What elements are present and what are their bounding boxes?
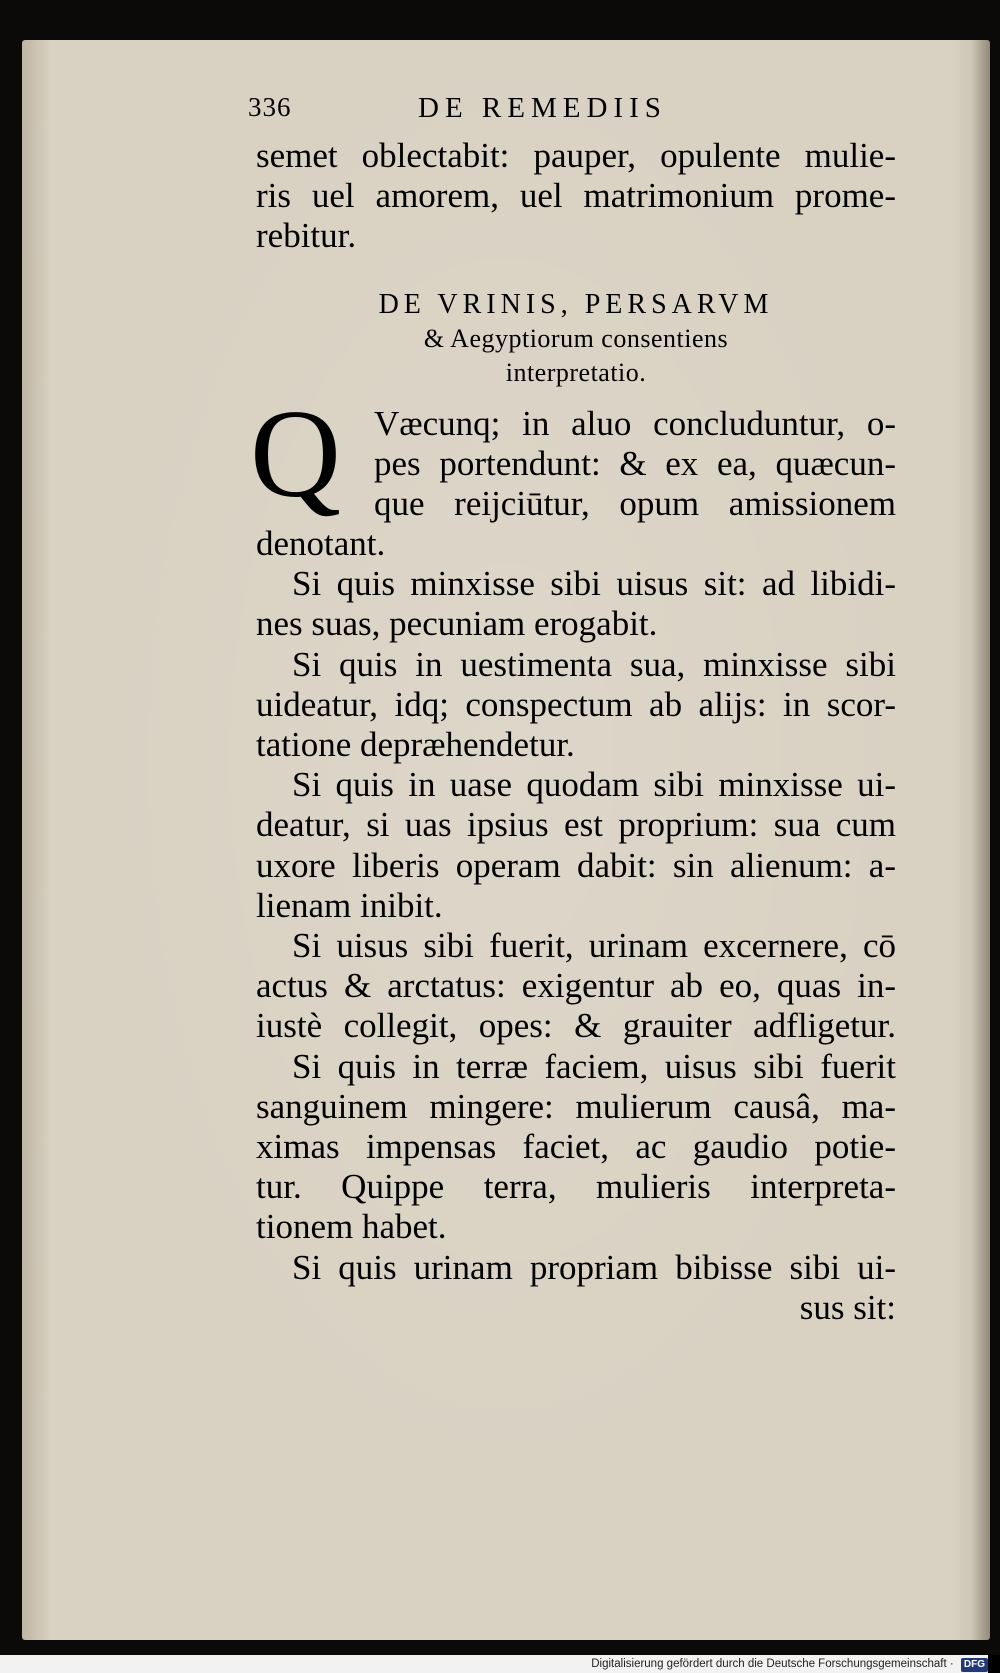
drop-cap: Q (250, 385, 341, 524)
text-line: pes portendunt: & ex ea, quæcun- (374, 444, 896, 484)
text-line: Si quis in uestimenta sua, minxisse sibi (292, 644, 896, 684)
running-title: DE REMEDIIS (418, 92, 667, 124)
text-line: nes suas, pecuniam erogabit. (256, 604, 658, 644)
footer-text: Digitalisierung gefördert durch die Deutsche Forschungsgemeinschaft · (591, 1658, 954, 1670)
text-line: iustè collegit, opes: & grauiter adfligetur. (256, 1006, 896, 1046)
text-line: uxore liberis operam dabit: sin alienum: a- (256, 845, 896, 885)
gutter-shadow (972, 40, 990, 1640)
section-title-line: DE VRINIS, PERSARVM (378, 289, 774, 320)
text-line: que reijciūtur, opum amissionem (374, 484, 896, 524)
text-line: Si uisus sibi fuerit, urinam excernere, cō (292, 926, 896, 966)
section-title-line: & Aegyptiorum consentiens (423, 324, 729, 353)
dfg-logo: DFG (961, 1658, 988, 1672)
text-line: semet oblectabit: pauper, opulente mulie- (256, 136, 896, 175)
text-line: ris uel amorem, uel matrimonium prome- (256, 176, 896, 215)
text-line: rebitur. (256, 216, 357, 255)
text-line: actus & arctatus: exigentur ab eo, quas in- (256, 966, 896, 1006)
digitization-footer (0, 1655, 988, 1673)
text-line: Si quis minxisse sibi uisus sit: ad libidi- (292, 564, 896, 604)
continuation-text (256, 136, 896, 256)
page-header (248, 92, 768, 136)
text-line: Si quis in terræ faciem, uisus sibi fuerit (292, 1046, 896, 1086)
text-line: uideatur, idq; conspectum ab alijs: in scor- (256, 684, 896, 724)
text-line: ximas impensas faciet, ac gaudio potie- (256, 1127, 896, 1167)
section-title-line: interpretatio. (505, 358, 647, 387)
text-line: lienam inibit. (256, 885, 443, 925)
text-line: Si quis urinam propriam bibisse sibi ui- (292, 1247, 896, 1287)
main-text (250, 385, 896, 1328)
text-line: sanguinem mingere: mulierum causâ, ma- (256, 1086, 896, 1126)
catchword: sus sit: (799, 1287, 896, 1327)
text-line: denotant. (256, 524, 386, 563)
text-line: tionem habet. (256, 1207, 447, 1247)
section-title (256, 288, 896, 390)
text-line: tatione depræhendetur. (256, 725, 575, 765)
text-line: tur. Quippe terra, mulieris interpreta- (256, 1167, 896, 1207)
opening-paragraph (250, 385, 896, 524)
text-line: Si quis in uase quodam sibi minxisse ui- (292, 765, 896, 805)
text-line: deatur, si uas ipsius est proprium: sua cum (256, 805, 896, 845)
text-line: Væcunq; in aluo concluduntur, o- (374, 404, 896, 443)
page-number: 336 (248, 92, 292, 122)
